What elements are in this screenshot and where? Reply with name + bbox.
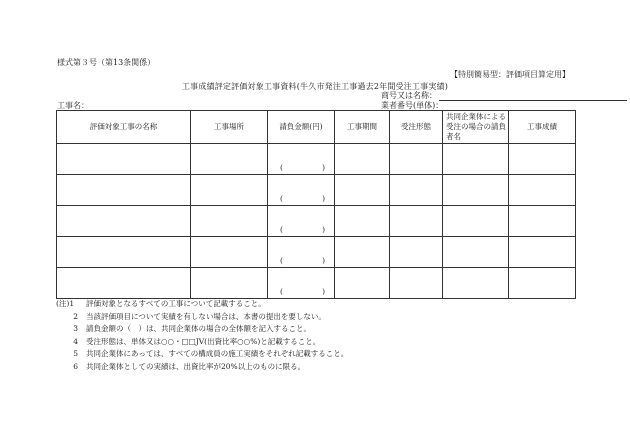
note-number: 6 [73, 361, 78, 371]
jv-total-amount [268, 225, 334, 236]
cell-period[interactable] [335, 175, 390, 206]
paren-close: ) [322, 225, 325, 234]
note-item [56, 336, 348, 349]
note-number: 4 [73, 336, 78, 346]
note-item [56, 361, 348, 374]
category-label: 【特別簡易型：評価項目算定用】 [450, 70, 570, 79]
cell-location[interactable] [191, 237, 268, 268]
cell-project-name[interactable] [57, 206, 191, 237]
cell-score[interactable] [509, 268, 576, 299]
note-item [56, 348, 348, 361]
paren-close: ) [322, 194, 325, 203]
cell-score[interactable] [509, 237, 576, 268]
jv-total-amount [268, 163, 334, 174]
paren-open: ( [280, 225, 283, 234]
cell-period[interactable] [335, 237, 390, 268]
cell-order-type[interactable] [390, 268, 443, 299]
column-header-location: 工事場所 [191, 111, 268, 144]
cell-location[interactable] [191, 144, 268, 175]
paren-open: ( [280, 256, 283, 265]
note-number: (注)1 [56, 299, 75, 308]
note-text: 評価対象となるすべての工事について記載すること。 [86, 299, 266, 308]
table-header-row [57, 111, 576, 144]
cell-location[interactable] [191, 175, 268, 206]
column-header-project-name: 評価対象工事の名称 [57, 111, 191, 144]
paren-open: ( [280, 194, 283, 203]
note-text: 請負金額の（ ）は、共同企業体の場合の全体額を記入すること。 [86, 324, 311, 334]
table-row [57, 237, 576, 268]
column-header-jv-contractor: 共同企業体による受注の場合の請負者名 [443, 111, 509, 144]
note-text: 共同企業体としての実績は、出資比率が20%以上のものに限る。 [86, 361, 306, 371]
note-text: 受注形態は、単体又は○○・□□JV(出資比率○○%)と記載すること。 [86, 336, 321, 346]
note-item [56, 298, 348, 311]
table-row [57, 175, 576, 206]
table-row [57, 144, 576, 175]
paren-close: ) [322, 163, 325, 172]
trade-name-label: 商号又は名称： [381, 91, 437, 100]
cell-contract-amount[interactable] [268, 268, 335, 299]
cell-period[interactable] [335, 268, 390, 299]
column-header-contract-amount: 請負金額(円) [268, 111, 335, 144]
cell-score[interactable] [509, 144, 576, 175]
cell-order-type[interactable] [390, 175, 443, 206]
cell-project-name[interactable] [57, 144, 191, 175]
paren-close: ) [322, 287, 325, 296]
note-number: 3 [73, 324, 78, 334]
column-header-period: 工事期間 [335, 111, 390, 144]
cell-jv-contractor[interactable] [443, 268, 509, 299]
note-item [56, 323, 348, 336]
notes-section [56, 298, 348, 374]
column-header-order-type: 受注形態 [390, 111, 443, 144]
paren-open: ( [280, 287, 283, 296]
cell-contract-amount[interactable] [268, 206, 335, 237]
cell-score[interactable] [509, 206, 576, 237]
cell-location[interactable] [191, 206, 268, 237]
jv-total-amount [268, 256, 334, 267]
cell-period[interactable] [335, 206, 390, 237]
cell-project-name[interactable] [57, 237, 191, 268]
paren-close: ) [322, 256, 325, 265]
cell-location[interactable] [191, 268, 268, 299]
cell-jv-contractor[interactable] [443, 237, 509, 268]
column-header-score: 工事成績 [509, 111, 576, 144]
cell-order-type[interactable] [390, 144, 443, 175]
cell-project-name[interactable] [57, 175, 191, 206]
page-title: 工事成績評定評価対象工事資料(牛久市発注工事過去2年間受注工事実績) [181, 82, 449, 91]
evaluation-table [56, 110, 576, 299]
jv-total-amount [268, 287, 334, 298]
cell-contract-amount[interactable] [268, 175, 335, 206]
cell-period[interactable] [335, 144, 390, 175]
cell-jv-contractor[interactable] [443, 175, 509, 206]
vendor-number-label: 業者番号(単体)： [381, 101, 444, 110]
cell-contract-amount[interactable] [268, 237, 335, 268]
cell-order-type[interactable] [390, 237, 443, 268]
cell-project-name[interactable] [57, 268, 191, 299]
project-name-label: 工事名： [57, 101, 89, 110]
table-row [57, 268, 576, 299]
cell-jv-contractor[interactable] [443, 206, 509, 237]
note-item [56, 311, 348, 324]
note-number: 2 [73, 311, 78, 321]
cell-score[interactable] [509, 175, 576, 206]
note-text: 共同企業体にあっては、すべての構成員の施工実績をそれぞれ記載すること。 [86, 349, 349, 359]
paren-open: ( [280, 163, 283, 172]
note-number: 5 [73, 349, 78, 359]
cell-jv-contractor[interactable] [443, 144, 509, 175]
form-number: 様式第３号（第13条関係） [57, 58, 156, 67]
cell-order-type[interactable] [390, 206, 443, 237]
note-text: 当該評価項目について実績を有しない場合は、本書の提出を要しない。 [86, 311, 326, 321]
jv-total-amount [268, 194, 334, 205]
table-row [57, 206, 576, 237]
cell-contract-amount[interactable] [268, 144, 335, 175]
